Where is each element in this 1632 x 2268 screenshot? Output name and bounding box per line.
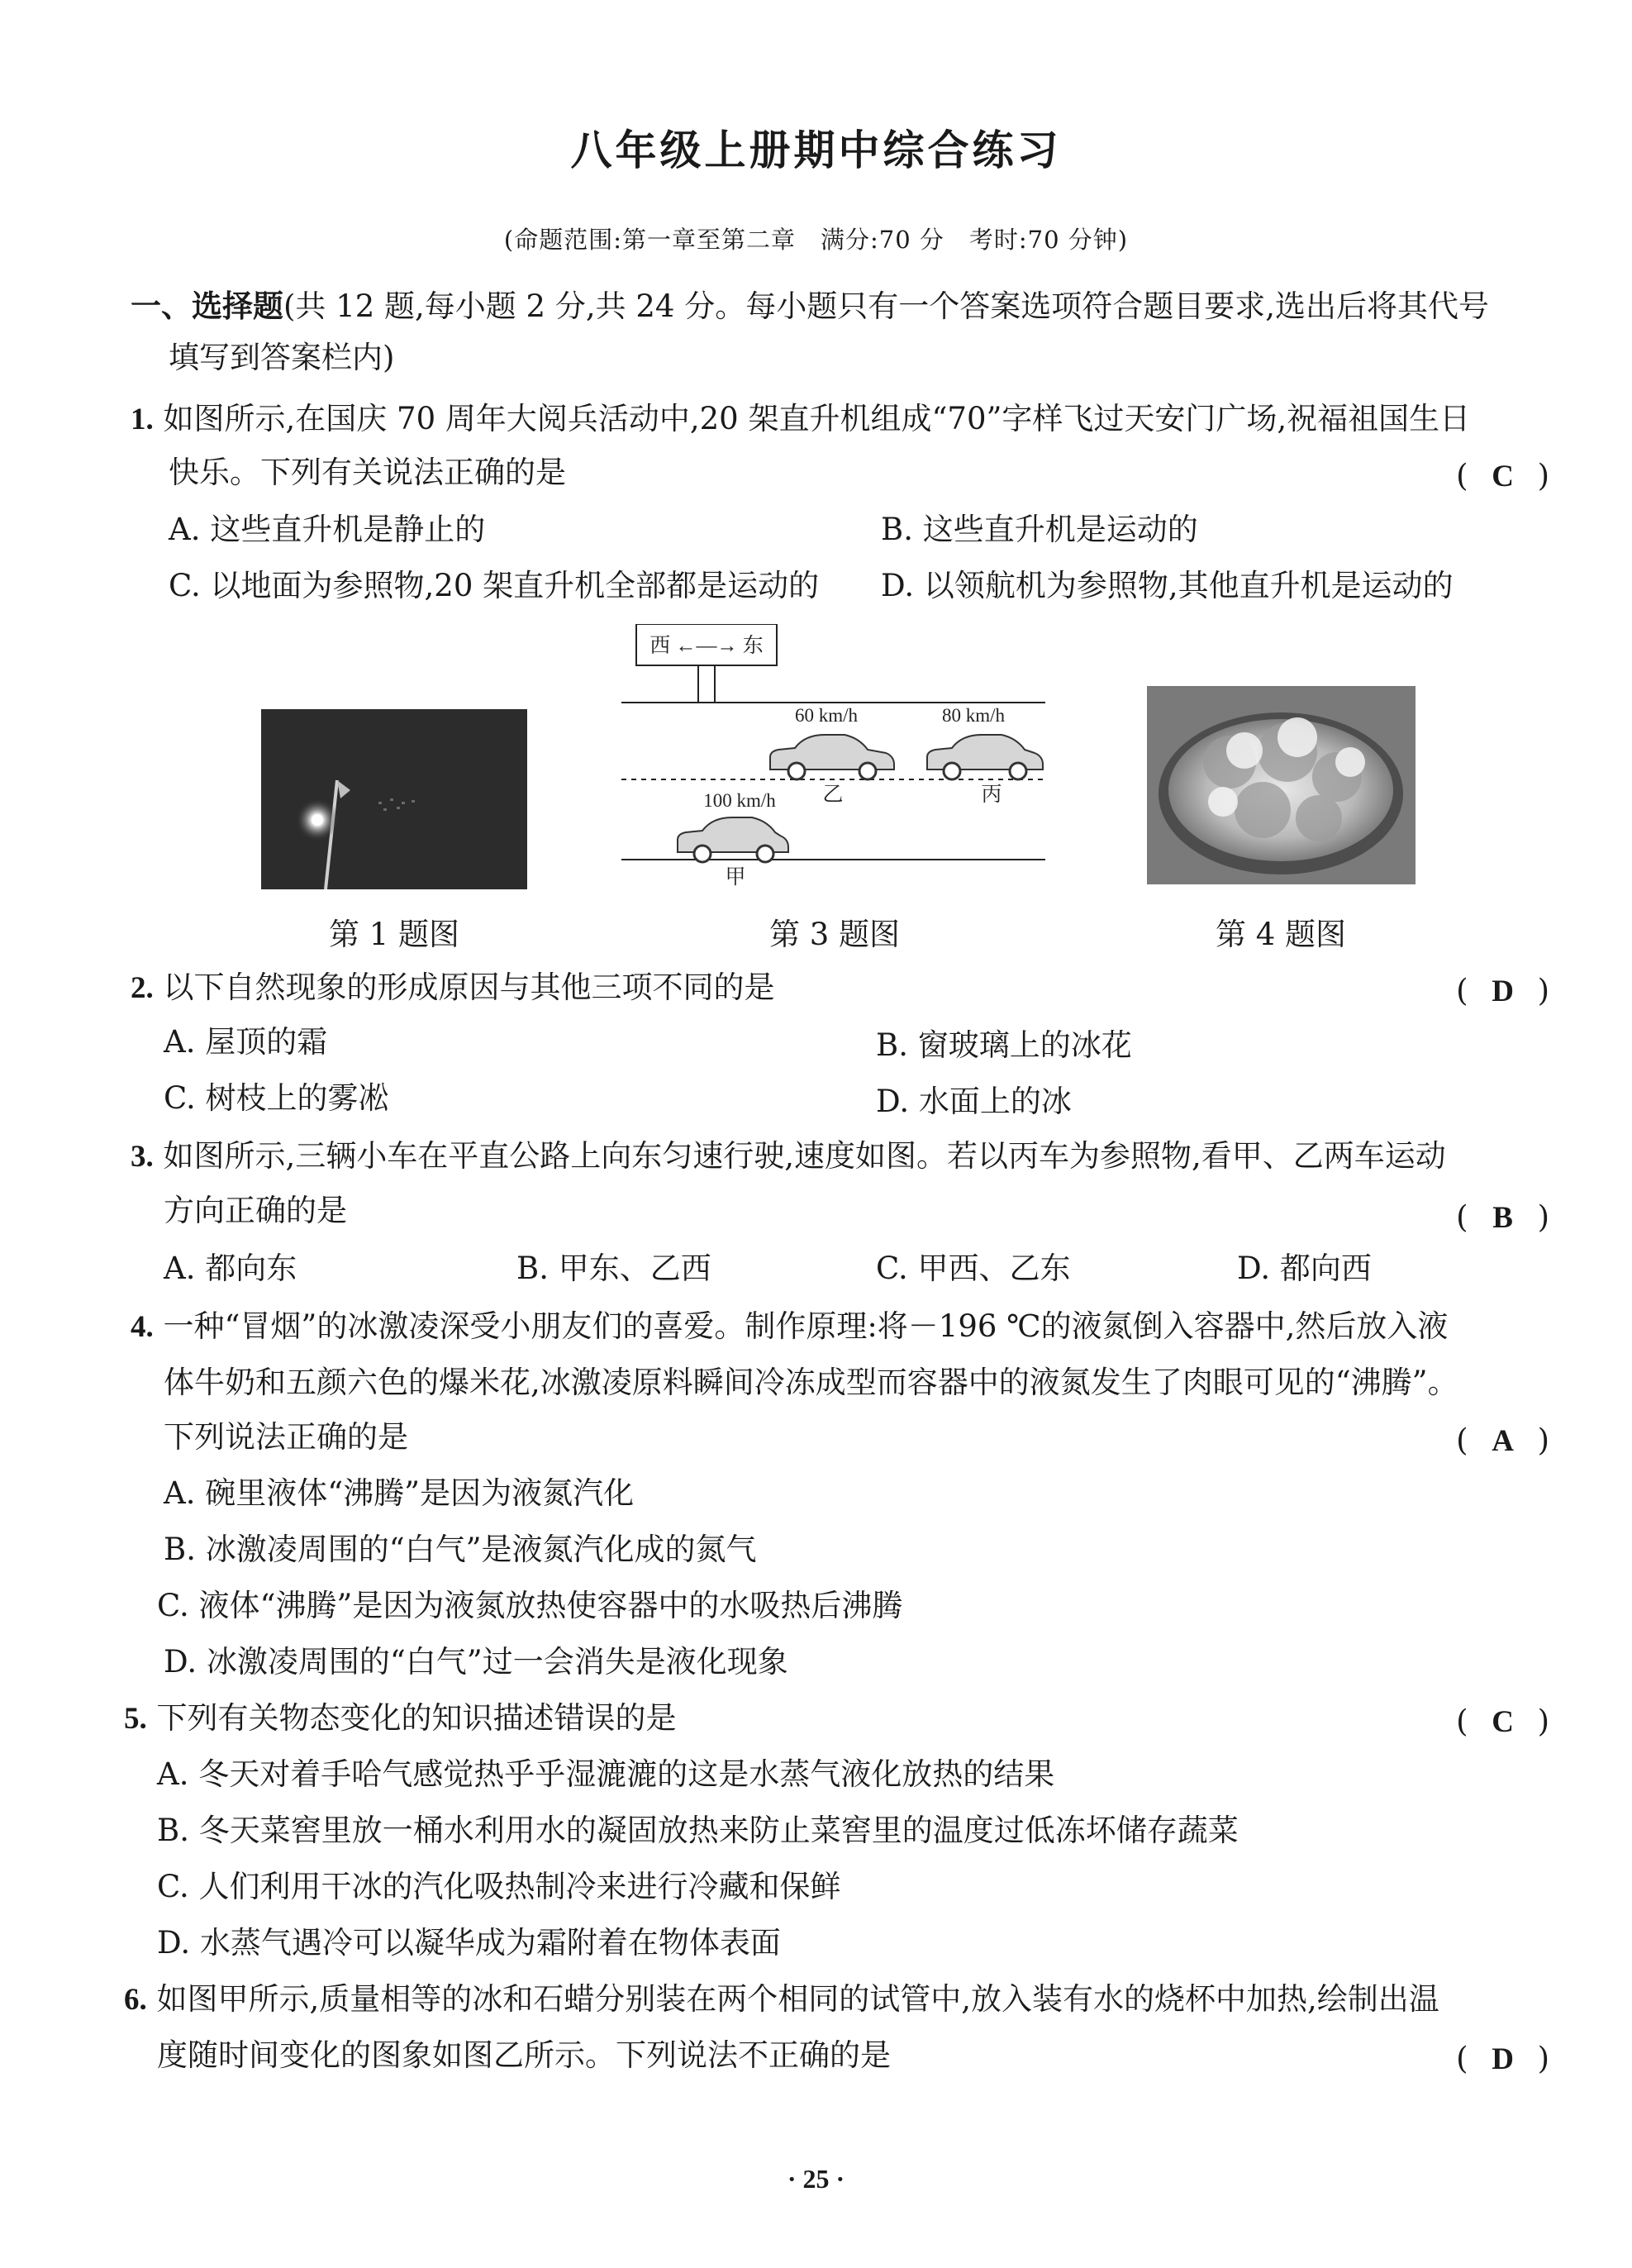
figure-1-photo (261, 709, 527, 889)
question-number: 5. (124, 1702, 147, 1736)
question-number: 1. (131, 403, 154, 436)
car-jia (678, 817, 788, 862)
page-number: · 25 · (787, 2164, 845, 2194)
q4-option-a: A. 碗里液体“沸腾”是因为液氮汽化 (164, 1475, 635, 1511)
q5-option-c: C. 人们利用干冰的汽化吸热制冷来进行冷藏和保鲜 (157, 1869, 841, 1904)
car-yi-speed: 60 km/h (794, 705, 859, 726)
question-6-answer: ( D ) (1456, 2041, 1549, 2076)
q5-option-b: B. 冬天菜窖里放一桶水利用水的凝固放热来防止菜窖里的温度过低冻坏储存蔬菜 (157, 1813, 1239, 1848)
question-3-answer: ( B ) (1456, 1199, 1549, 1235)
q1-option-b: B. 这些直升机是运动的 (881, 512, 1198, 547)
question-text: 如图甲所示,质量相等的冰和石蜡分别装在两个相同的试管中,放入装有水的烧杯中加热,绘制出温 (156, 1981, 1439, 2017)
q3-option-b: B. 甲东、乙西 (516, 1251, 711, 1286)
question-number: 6. (124, 1983, 147, 2017)
section-desc-line1: (共 12 题,每小题 2 分,共 24 分。每小题只有一个答案选项符合题目要求,选出后将其代号 (283, 288, 1489, 324)
question-text: 如图所示,三辆小车在平直公路上向东匀速行驶,速度如图。若以丙车为参照物,看甲、乙两车运动 (163, 1138, 1446, 1174)
figure-4-caption: 第 4 题图 (1215, 917, 1347, 952)
q3-option-a: A. 都向东 (164, 1251, 297, 1286)
question-5-answer: ( C ) (1456, 1703, 1549, 1739)
question-text: 以下自然现象的形成原因与其他三项不同的是 (163, 970, 775, 1005)
q1-option-c: C. 以地面为参照物,20 架直升机全部都是运动的 (169, 568, 820, 603)
page-title: 八年级上册期中综合练习 (570, 126, 1062, 174)
q2-option-d: D. 水面上的冰 (876, 1084, 1072, 1119)
figure-3-diagram (620, 624, 1054, 893)
question-1-answer: ( C ) (1456, 458, 1549, 493)
car-bing-speed: 80 km/h (941, 705, 1006, 726)
section-desc-line2: 填写到答案栏内) (169, 340, 395, 375)
question-4-stem (131, 1308, 1449, 1344)
q3-option-d: D. 都向西 (1237, 1251, 1372, 1286)
question-text: 一种“冒烟”的冰激凌深受小朋友们的喜爱。制作原理:将－196 ℃的液氮倒入容器中,然后放入液 (163, 1308, 1449, 1344)
section-header (131, 288, 1489, 324)
q5-option-a: A. 冬天对着手哈气感觉热乎乎湿漉漉的这是水蒸气液化放热的结果 (157, 1756, 1055, 1792)
question-number: 2. (131, 971, 154, 1005)
car-bing-label: 丙 (981, 784, 1002, 806)
car-jia-speed: 100 km/h (703, 790, 776, 811)
car-jia-label: 甲 (725, 866, 746, 889)
q2-option-c: C. 树枝上的雾凇 (164, 1080, 389, 1116)
figure-4-photo (1147, 686, 1416, 884)
q2-option-b: B. 窗玻璃上的冰花 (876, 1027, 1132, 1063)
question-4-answer: ( A ) (1456, 1422, 1549, 1458)
car-yi (770, 735, 894, 779)
q4-option-c: C. 液体“沸腾”是因为液氮放热使容器中的水吸热后沸腾 (157, 1588, 903, 1623)
figure-1-caption: 第 1 题图 (328, 917, 460, 952)
figure-3-caption: 第 3 题图 (768, 917, 901, 952)
q4-option-d: D. 冰激凌周围的“白气”过一会消失是液化现象 (164, 1644, 788, 1680)
question-text: 如图所示,在国庆 70 周年大阅兵活动中,20 架直升机组成“70”字样飞过天安门广场,祝福祖国生日 (163, 401, 1471, 436)
question-text: 下列有关物态变化的知识描述错误的是 (156, 1700, 677, 1736)
question-6-stem-line2: 度随时间变化的图象如图乙所示。下列说法不正确的是 (157, 2037, 891, 2073)
question-5-stem (124, 1700, 677, 1736)
q1-option-d: D. 以领航机为参照物,其他直升机是运动的 (881, 568, 1454, 603)
page-subtitle: (命题范围:第一章至第二章 满分:70 分 考时:70 分钟) (503, 226, 1129, 254)
direction-sign-text: 西 ←—→ 东 (649, 635, 764, 657)
question-3-stem-line2: 方向正确的是 (164, 1193, 347, 1228)
question-1-stem (131, 403, 1470, 435)
question-2-stem (131, 972, 775, 1003)
q2-option-a: A. 屋顶的霜 (164, 1024, 328, 1060)
q3-option-c: C. 甲西、乙东 (876, 1251, 1071, 1286)
question-1-stem-line2: 快乐。下列有关说法正确的是 (169, 455, 566, 490)
q1-option-a: A. 这些直升机是静止的 (169, 512, 486, 547)
question-6-stem (124, 1981, 1439, 2017)
question-4-stem-line2: 体牛奶和五颜六色的爆米花,冰激凌原料瞬间冷冻成型而容器中的液氮发生了肉眼可见的“沸腾”。 (164, 1365, 1458, 1400)
q4-option-b: B. 冰激凌周围的“白气”是液氮汽化成的氮气 (164, 1532, 757, 1567)
car-yi-label: 乙 (822, 784, 844, 806)
question-4-stem-line3: 下列说法正确的是 (164, 1419, 408, 1455)
question-number: 4. (131, 1310, 154, 1344)
section-label: 一、选择题 (131, 288, 283, 324)
question-3-stem (131, 1138, 1446, 1174)
question-2-answer: ( D ) (1456, 973, 1549, 1008)
question-number: 3. (131, 1140, 154, 1174)
car-bing (927, 735, 1043, 779)
q5-option-d: D. 水蒸气遇冷可以凝华成为霜附着在物体表面 (157, 1925, 781, 1961)
